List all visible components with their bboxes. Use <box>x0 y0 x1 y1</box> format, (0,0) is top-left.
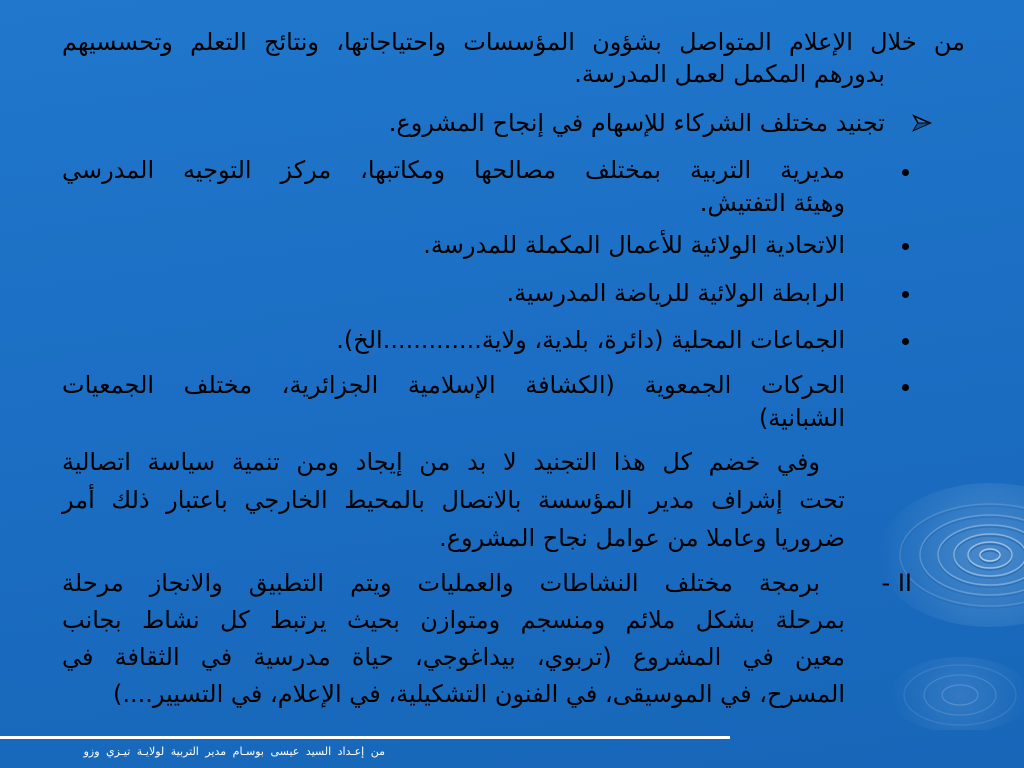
footer-credit: من إعـداد السيد عيسى بوسـام مدير التربية لولايـة تيـزي وزو <box>83 745 385 758</box>
text-line: ضروريا وعاملا من عوامل نجاح المشروع. <box>439 524 845 552</box>
bullet-dot-icon <box>902 169 909 176</box>
bullet-dot-icon <box>902 384 909 391</box>
bullet-dot-icon <box>902 338 909 345</box>
section-number: II - <box>881 569 912 597</box>
text-line: بدورهم المكمل لعمل المدرسة. <box>574 60 885 88</box>
bullet-education-directorate <box>62 154 845 220</box>
text-line: الاتحادية الولائية للأعمال المكملة للمدرسة. <box>423 231 845 259</box>
text-line: الشبانية) <box>758 404 845 432</box>
text-line: برمجة مختلف النشاطات والعمليات ويتم التطبيق والانجاز مرحلة <box>62 569 820 597</box>
communication-policy-paragraph <box>62 443 845 557</box>
text-line: تحت إشراف مدير المؤسسة بالاتصال بالمحيط الخارجي باعتبار ذلك أمر <box>62 486 845 514</box>
text-line: معين في المشروع (تربوي، بيداغوجي، حياة مدرسية في الثقافة في <box>62 643 845 671</box>
text-line: المسرح، في الموسيقى، في الفنون التشكيلية، في الإعلام، في التسيير....) <box>113 680 845 708</box>
footer-rule <box>0 736 730 739</box>
text-line: بمرحلة بشكل ملائم ومنسجم ومتوازن بحيث يرتبط كل نشاط بجانب <box>62 606 845 634</box>
arrow-bullet-icon <box>912 113 932 133</box>
text-line: الحركات الجمعوية (الكشافة الإسلامية الجزائرية، مختلف الجمعيات <box>62 371 845 399</box>
intro-paragraph <box>62 26 965 90</box>
text-line: الجماعات المحلية (دائرة، بلدية، ولاية.............الخ). <box>336 326 845 354</box>
text-line: مديرية التربية بمختلف مصالحها ومكاتبها، مركز التوجيه المدرسي <box>62 156 845 184</box>
bullet-wilaya-federation <box>62 228 845 262</box>
text-line: من خلال الإعلام المتواصل بشؤون المؤسسات واحتياجاتها، ونتائج التعلم وتحسسيهم <box>62 28 965 56</box>
partners-mobilization-bullet <box>62 106 885 140</box>
bullet-associations <box>62 369 845 435</box>
text-line: تجنيد مختلف الشركاء للإسهام في إنجاح المشروع. <box>388 109 885 137</box>
text-line: وفي خضم كل هذا التجنيد لا بد من إيجاد ومن تنمية سياسة اتصالية <box>62 448 820 476</box>
bullet-dot-icon <box>902 243 909 250</box>
text-line: وهيئة التفتيش. <box>699 189 845 217</box>
bullet-dot-icon <box>902 291 909 298</box>
text-line: الرابطة الولائية للرياضة المدرسية. <box>506 279 845 307</box>
bullet-school-sports-league <box>62 276 845 310</box>
bullet-local-authorities <box>62 323 845 357</box>
section-ii-paragraph <box>62 565 912 713</box>
